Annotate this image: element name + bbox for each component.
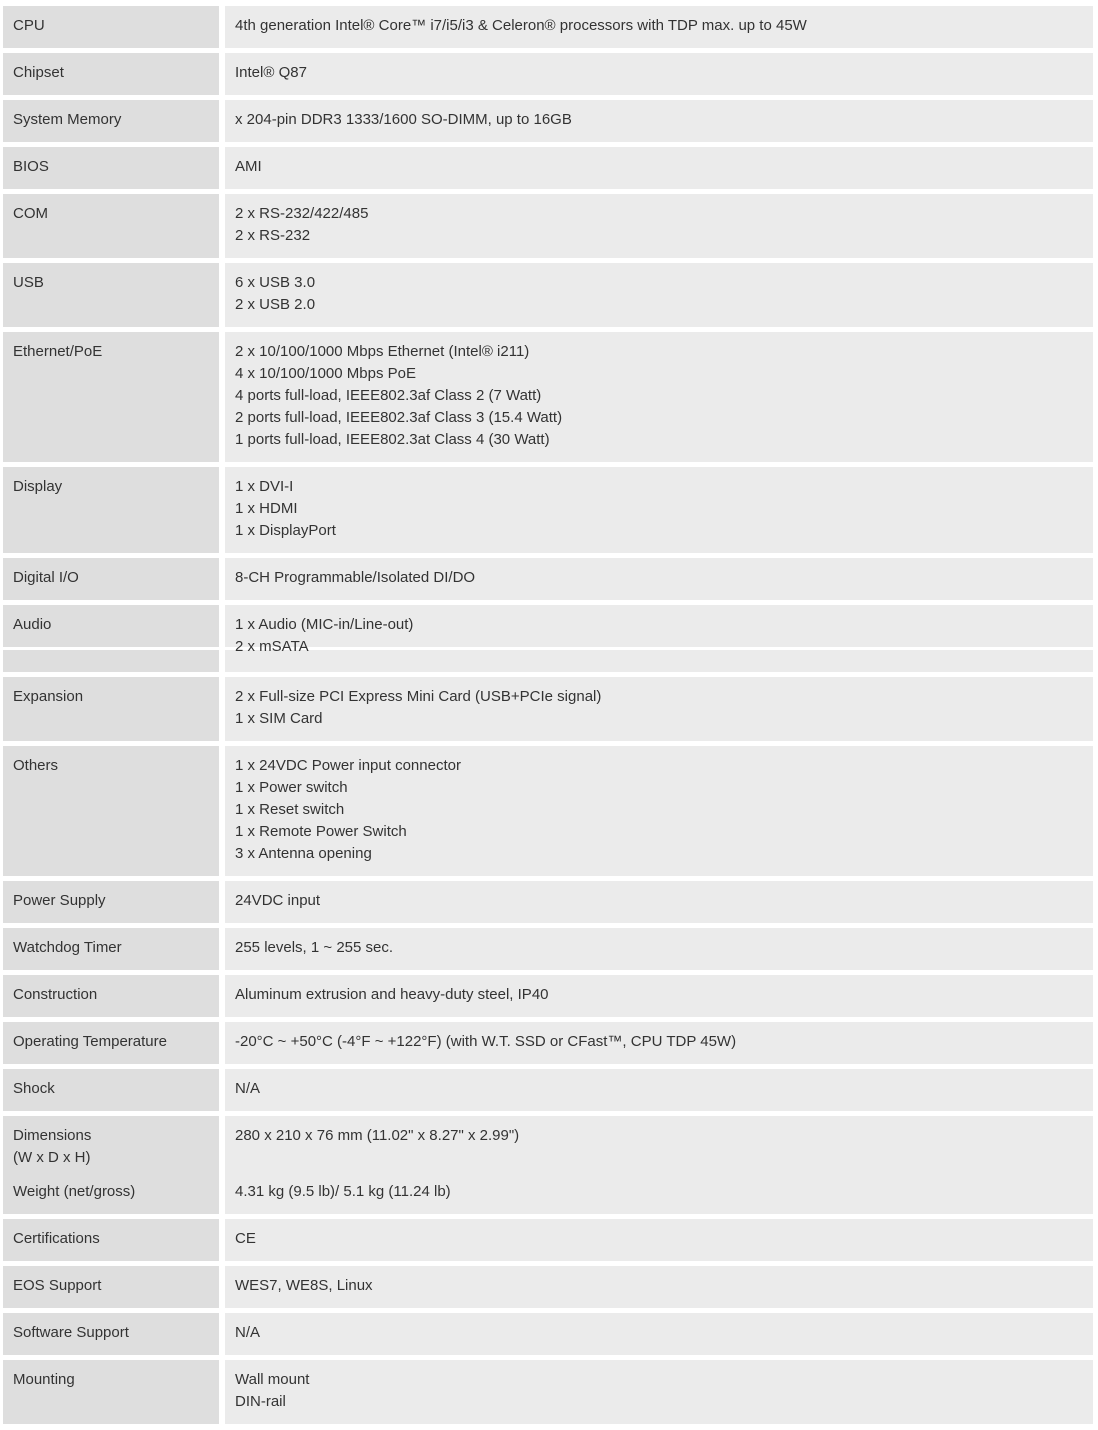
spec-row-ethernet-poe <box>0 332 1098 462</box>
spec-value: N/A <box>225 1313 1093 1355</box>
spec-value: 6 x USB 3.0 2 x USB 2.0 <box>225 263 1093 327</box>
spec-label: Others <box>3 746 219 876</box>
spec-label: BIOS <box>3 147 219 189</box>
spec-row-power-supply <box>0 881 1098 923</box>
spec-value: 8-CH Programmable/Isolated DI/DO <box>225 558 1093 600</box>
spec-label: Digital I/O <box>3 558 219 600</box>
spec-label: EOS Support <box>3 1266 219 1308</box>
spec-label: Software Support <box>3 1313 219 1355</box>
spec-row-software-support <box>0 1313 1098 1355</box>
spec-value: Wall mount DIN-rail <box>225 1360 1093 1424</box>
spec-value: AMI <box>225 147 1093 189</box>
spec-label: Shock <box>3 1069 219 1111</box>
spec-value: x 204-pin DDR3 1333/1600 SO-DIMM, up to 16GB <box>225 100 1093 142</box>
spec-row-com <box>0 194 1098 258</box>
spec-row-operating-temperature <box>0 1022 1098 1064</box>
spec-row-eos-support <box>0 1266 1098 1308</box>
spec-value: N/A <box>225 1069 1093 1111</box>
spec-row-dimensions-weight <box>0 1116 1098 1214</box>
spec-value: 280 x 210 x 76 mm (11.02" x 8.27" x 2.99") 4.31 kg (9.5 lb)/ 5.1 kg (11.24 lb) <box>225 1116 1093 1214</box>
spec-row-usb <box>0 263 1098 327</box>
spec-label: COM <box>3 194 219 258</box>
spec-value: 1 x 24VDC Power input connector 1 x Power switch 1 x Reset switch 1 x Remote Power Switch 3 x Antenna opening <box>225 746 1093 876</box>
spec-row-chipset <box>0 53 1098 95</box>
spec-label: Watchdog Timer <box>3 928 219 970</box>
spec-row-system-memory <box>0 100 1098 142</box>
spec-row-bios <box>0 147 1098 189</box>
spec-value: 2 x RS-232/422/485 2 x RS-232 <box>225 194 1093 258</box>
spec-label: Power Supply <box>3 881 219 923</box>
spec-value: 2 x 10/100/1000 Mbps Ethernet (Intel® i211) 4 x 10/100/1000 Mbps PoE 4 ports full-load, IEEE802.3af Class 2 (7 Watt) 2 ports full-load, IEEE802.3af Class 3 (15.4 Watt) 1 ports full-load, IEEE802.3at Class 4 (30 Watt) <box>225 332 1093 462</box>
spec-row-watchdog-timer <box>0 928 1098 970</box>
spec-value: CE <box>225 1219 1093 1261</box>
spec-value: 255 levels, 1 ~ 255 sec. <box>225 928 1093 970</box>
spec-row-storage-clipped <box>0 638 1098 672</box>
spec-row-mounting <box>0 1360 1098 1424</box>
spec-row-others <box>0 746 1098 876</box>
spec-label: Construction <box>3 975 219 1017</box>
spec-row-audio <box>0 605 1098 647</box>
spec-row-digital-io <box>0 558 1098 600</box>
spec-row-expansion <box>0 677 1098 741</box>
spec-label: CPU <box>3 6 219 48</box>
spec-value: 4th generation Intel® Core™ i7/i5/i3 & Celeron® processors with TDP max. up to 45W <box>225 6 1093 48</box>
spec-row-display <box>0 467 1098 553</box>
spec-row-construction <box>0 975 1098 1017</box>
spec-row-cpu <box>0 6 1098 48</box>
spec-label: Mounting <box>3 1360 219 1424</box>
spec-label: Dimensions (W x D x H) Weight (net/gross) <box>3 1116 219 1214</box>
spec-value: 1 x Audio (MIC-in/Line-out) <box>225 605 1093 647</box>
spec-label: Chipset <box>3 53 219 95</box>
spec-value: 2 x mSATA <box>225 650 1093 672</box>
spec-value: 2 x Full-size PCI Express Mini Card (USB+PCIe signal) 1 x SIM Card <box>225 677 1093 741</box>
spec-label: Ethernet/PoE <box>3 332 219 462</box>
spec-value: 1 x DVI-I 1 x HDMI 1 x DisplayPort <box>225 467 1093 553</box>
spec-value: Intel® Q87 <box>225 53 1093 95</box>
spec-label: Display <box>3 467 219 553</box>
spec-label: Expansion <box>3 677 219 741</box>
spec-label: USB <box>3 263 219 327</box>
spec-value: -20°C ~ +50°C (-4°F ~ +122°F) (with W.T. SSD or CFast™, CPU TDP 45W) <box>225 1022 1093 1064</box>
spec-value: 24VDC input <box>225 881 1093 923</box>
spec-label: System Memory <box>3 100 219 142</box>
spec-row-certifications <box>0 1219 1098 1261</box>
spec-row-shock <box>0 1069 1098 1111</box>
spec-label: Operating Temperature <box>3 1022 219 1064</box>
spec-label <box>3 650 219 672</box>
spec-value: Aluminum extrusion and heavy-duty steel, IP40 <box>225 975 1093 1017</box>
spec-label: Audio <box>3 605 219 647</box>
spec-value: WES7, WE8S, Linux <box>225 1266 1093 1308</box>
spec-label: Certifications <box>3 1219 219 1261</box>
